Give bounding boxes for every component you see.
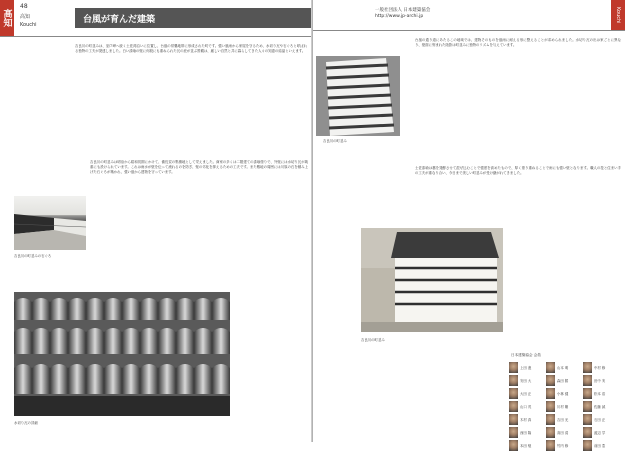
member-card	[509, 413, 546, 425]
member-photo	[509, 427, 518, 438]
section-tab: 高知	[0, 0, 14, 36]
member-photo	[583, 375, 592, 386]
building-illustration-top	[316, 56, 400, 136]
member-card	[546, 413, 583, 425]
body-paragraph-2: 吉良川の町並みは明治から昭和初期にかけて、備長炭の集積地として栄えました。商家の多くは二階建ての漆喰塗りで、外壁には水切り瓦が幾重にも設けられています。これは雨水が壁を伝って流れるのを防ぎ、壁の劣化を抑えるための工夫です。また敷地の周囲には川原の石を積み上げた石ぐろが築かれ、強い風から建物を守っています。	[90, 160, 308, 175]
member-card	[583, 413, 620, 425]
divider-right	[313, 30, 625, 31]
member-card	[509, 374, 546, 386]
member-photo	[546, 375, 555, 386]
member-name: 高田 清	[557, 430, 569, 435]
member-card	[509, 361, 546, 373]
member-photo	[509, 362, 518, 373]
member-photo	[546, 414, 555, 425]
member-photo	[509, 375, 518, 386]
roof-tile-photo	[14, 292, 230, 416]
member-name: 中村 修	[594, 365, 606, 370]
member-photo	[509, 388, 518, 399]
member-card	[583, 374, 620, 386]
article-title: 台風が育んだ建築	[75, 8, 312, 28]
member-name: 山口 茂	[520, 404, 532, 409]
member-name: 上田 進	[520, 365, 532, 370]
member-name: 吉田 光	[557, 417, 569, 422]
alley-photo	[14, 196, 86, 250]
organization-url: http://www.jp-archi.jp	[375, 14, 424, 19]
member-card	[546, 400, 583, 412]
member-name: 山本 明	[557, 365, 569, 370]
member-name: 安田 大	[520, 378, 532, 383]
member-name: 渡辺 学	[594, 430, 606, 435]
member-photo	[583, 401, 592, 412]
member-name: 佐藤 誠	[594, 404, 606, 409]
alley-caption: 吉良川の町並みの石ぐろ	[14, 254, 52, 258]
member-card	[583, 400, 620, 412]
section-label-roman: Kouchi	[20, 22, 37, 28]
member-card	[509, 439, 546, 451]
member-card	[509, 400, 546, 412]
member-grid	[509, 361, 621, 451]
section-tab-right: Kouchi	[611, 0, 625, 30]
member-photo	[583, 427, 592, 438]
right-page	[313, 0, 625, 448]
building-illustration-main	[361, 228, 503, 332]
member-name: 大田 正	[520, 391, 532, 396]
member-photo	[546, 362, 555, 373]
member-card	[546, 439, 583, 451]
member-name: 森田 勝	[557, 378, 569, 383]
building-caption-main: 吉良川の町並み	[361, 338, 385, 342]
roof-tiles-illustration	[14, 292, 230, 416]
right-body-paragraph-1: 台風の通り道にあたるこの地域では、建物そのものを風雨に耐える形に整えることが求められました。水切り瓦の出は家ごとに異なり、壁面に刻まれた陰影は町並みに独特のリズムを与えています。	[415, 38, 621, 48]
member-card	[509, 426, 546, 438]
member-card	[583, 426, 620, 438]
member-name: 石田 正	[594, 417, 606, 422]
member-card	[583, 439, 620, 451]
member-photo	[546, 401, 555, 412]
member-card	[583, 361, 620, 373]
member-name: 前田 豊	[594, 443, 606, 448]
member-name: 本田 勉	[520, 443, 532, 448]
member-photo	[546, 388, 555, 399]
building-photo-main	[361, 228, 503, 332]
member-photo	[509, 401, 518, 412]
building-photo-top	[316, 56, 400, 136]
body-paragraph-1: 吉良川の町並みは、室戸岬へ続く土佐湾沿いに位置し、台風の常襲地帯に形成された町です。強い風雨から家屋を守るため、水切り瓦や石ぐろと呼ばれる独特の工夫が発達しました。白い漆喰の壁に何段にも重ねられた瓦の庇が並ぶ景観は、厳しい自然と共に暮らしてきた人々の知恵の結晶といえます。	[75, 44, 307, 54]
section-label: 高知	[20, 14, 31, 20]
member-name: 川村 剛	[557, 404, 569, 409]
building-caption-top: 吉良川の町並み	[323, 139, 347, 143]
member-name: 西田 隆	[520, 430, 532, 435]
organization-name: 一般社団法人 日本建築協会	[375, 8, 431, 13]
left-page	[0, 0, 312, 442]
member-photo	[583, 440, 592, 451]
member-list-title: 日本建築協会 会員	[511, 353, 541, 357]
member-photo	[509, 440, 518, 451]
member-photo	[546, 427, 555, 438]
member-name: 竹内 修	[557, 443, 569, 448]
member-name: 田中 実	[594, 378, 606, 383]
member-card	[509, 387, 546, 399]
alley-illustration	[14, 196, 86, 250]
member-photo	[546, 440, 555, 451]
member-card	[546, 426, 583, 438]
member-card	[583, 387, 620, 399]
member-card	[546, 387, 583, 399]
member-photo	[583, 414, 592, 425]
member-name: 松本 浩	[594, 391, 606, 396]
roof-caption: 水切り瓦の詳細	[14, 421, 38, 425]
member-photo	[583, 362, 592, 373]
member-photo	[583, 388, 592, 399]
member-card	[546, 374, 583, 386]
page-number: 48	[20, 3, 28, 10]
member-name: 木村 真	[520, 417, 532, 422]
member-photo	[509, 414, 518, 425]
right-body-paragraph-2: 土佐漆喰は藁を発酵させて混ぜ込むことで強度を高めたもので、厚く塗り重ねることで雨にも強い壁となります。職人の技と住まい手の工夫が重なり合い、今日まで美しい町並みが受け継がれてきました。	[415, 166, 621, 176]
divider	[0, 36, 312, 37]
member-card	[546, 361, 583, 373]
member-name: 小林 健	[557, 391, 569, 396]
